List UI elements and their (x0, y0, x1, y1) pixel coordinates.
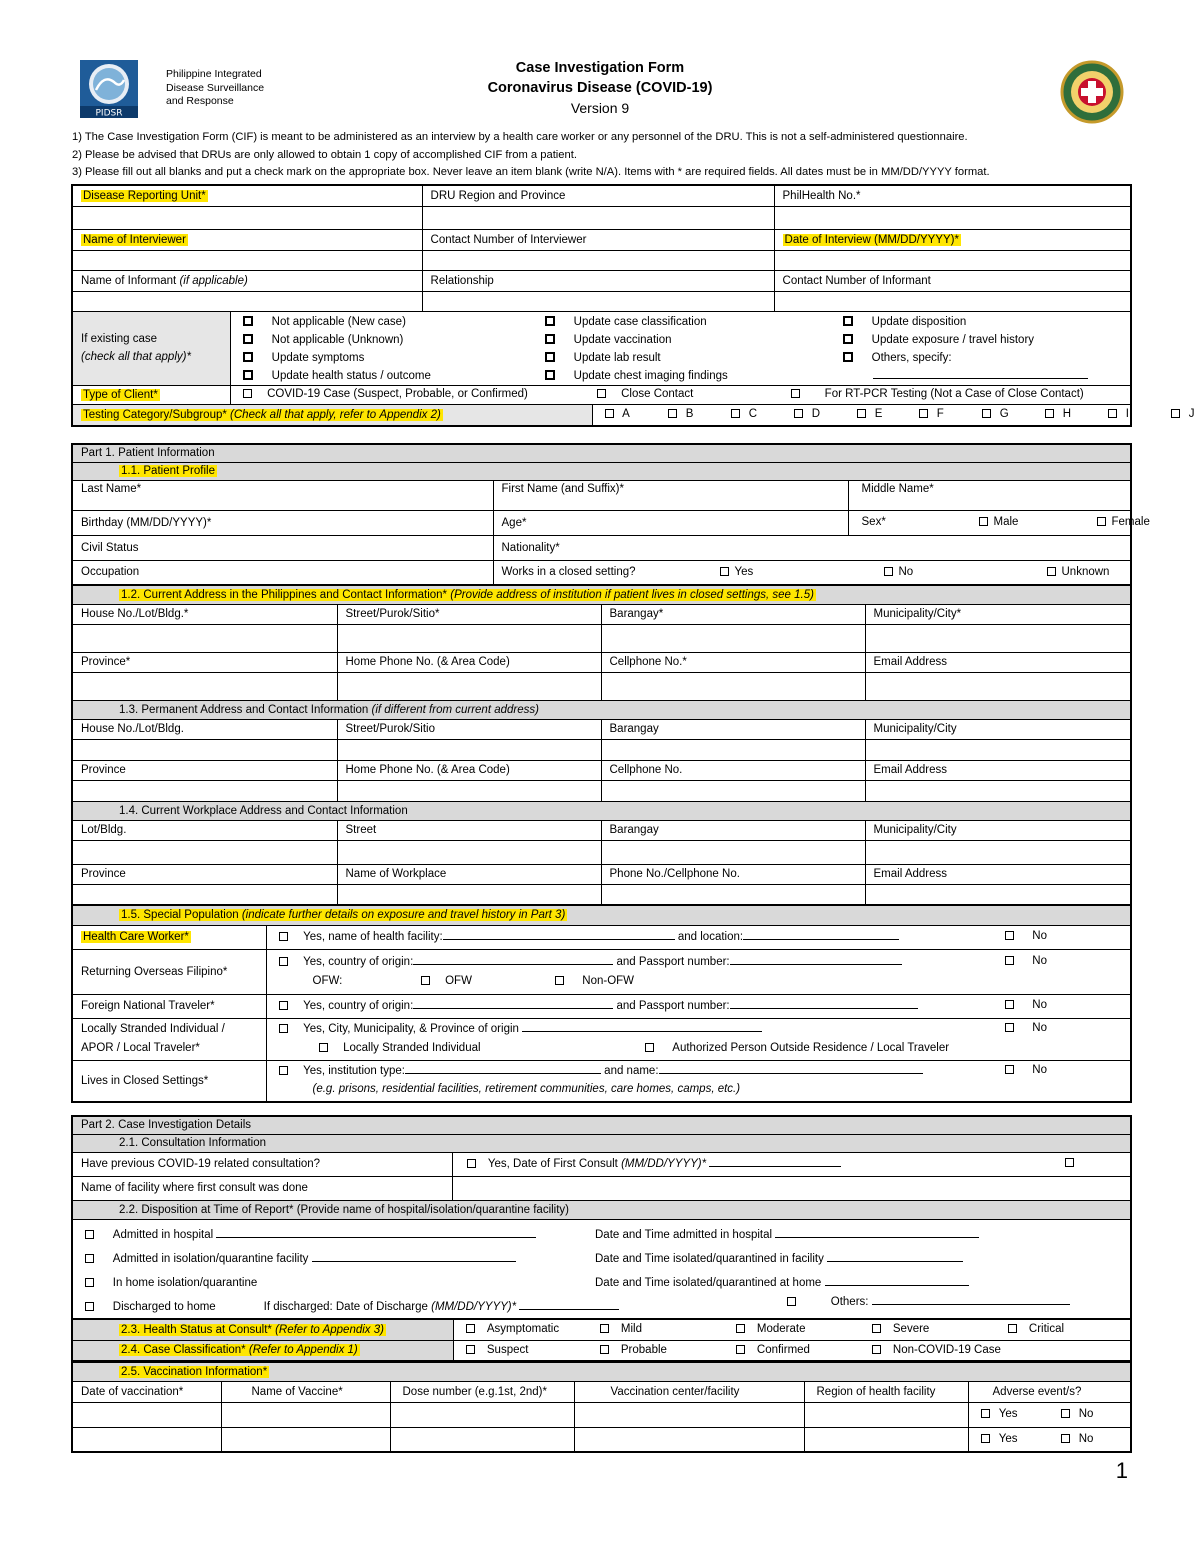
relationship-field[interactable] (422, 291, 774, 311)
vax1-center-field[interactable] (574, 1402, 804, 1427)
facility-field[interactable] (452, 1176, 1131, 1200)
checkbox-icon (279, 1066, 288, 1075)
checkbox-icon (85, 1254, 94, 1263)
page-number: 1 (1115, 1458, 1128, 1483)
cur-city-label: Municipality/City* (865, 604, 1131, 624)
testing-opt-b[interactable]: B (668, 408, 694, 420)
opt-not-applicable-unknown[interactable]: Not applicable (Unknown) (243, 331, 431, 349)
vax1-date-field[interactable] (72, 1402, 221, 1427)
perm-province-field[interactable] (72, 780, 337, 801)
form-subtitle: Coronavirus Disease (COVID-19) (487, 80, 713, 96)
checkbox-icon (981, 1409, 990, 1418)
opt-update-exposure[interactable]: Update exposure / travel history (843, 331, 1088, 349)
checkbox-icon (600, 1345, 609, 1354)
cur-cellphone-field[interactable] (601, 672, 865, 700)
class-probable[interactable]: Probable (600, 1344, 667, 1356)
vax2-name-field[interactable] (221, 1427, 390, 1452)
birthday-field[interactable]: Birthday (MM/DD/YYYY)* (72, 510, 493, 535)
part2-table (71, 1115, 1132, 1320)
opt-others[interactable]: Others, specify: (843, 349, 1088, 367)
checkbox-icon (794, 409, 803, 418)
checkbox-icon (85, 1278, 94, 1287)
home-date-field[interactable] (825, 1276, 969, 1286)
sex-female[interactable]: Female (1097, 516, 1150, 528)
testing-opt-i[interactable]: I (1108, 408, 1129, 420)
checkbox-icon (243, 352, 253, 362)
checkbox-icon (872, 1324, 881, 1333)
opt-update-disposition[interactable]: Update disposition (843, 313, 1088, 331)
status-severe[interactable]: Severe (872, 1323, 930, 1335)
sex-field: Sex* Male Female (848, 510, 1131, 535)
vax2-date-field[interactable] (72, 1427, 221, 1452)
part2-title: Part 2. Case Investigation Details (72, 1116, 1131, 1134)
lcs-label: Lives in Closed Settings* (81, 1074, 209, 1087)
informant-contact-label: Contact Number of Informant (774, 270, 1131, 291)
rof-yes[interactable]: Yes, country of origin: and Passport number: (279, 955, 902, 968)
checkbox-icon (421, 976, 430, 985)
form-header (80, 58, 1120, 120)
section-2-5: 2.5. Vaccination Information* (121, 1365, 268, 1378)
vax1-dose-field[interactable] (390, 1402, 574, 1427)
checkbox-icon (545, 316, 555, 326)
work-province-label: Province (72, 864, 337, 884)
checkbox-icon (1171, 409, 1180, 418)
checkbox-icon (466, 1345, 475, 1354)
testing-opt-d[interactable]: D (794, 408, 821, 420)
rof-no[interactable]: No (1005, 955, 1047, 967)
informant-label: Name of Informant (81, 274, 177, 287)
status-asymptomatic[interactable]: Asymptomatic (466, 1323, 560, 1335)
checkbox-icon (1005, 1023, 1014, 1032)
checkbox-icon (85, 1302, 94, 1311)
perm-cellphone-field[interactable] (601, 780, 865, 801)
work-email-field[interactable] (865, 884, 1131, 906)
fnt-passport-field[interactable] (730, 999, 918, 1009)
address-table: 1.2. Current Address in the Philippines and Contact Information* (Provide address of institution if patient lives in closed settings, see 1.5) House No./Lot/Bldg.* Street/Purok/Sitio* Barangay* Municipality/City* Province* Home Phone No. (& Area Code) Cellphone No.* Email Address 1.3. Permanent Address and Contact Information (if different from current address) House No./Lot/Bldg. Street/Purok/Sitio Barangay Municipality/City Province Home Phone No. (& Area Code) Cellphone No. Email Address 1.4. Current Workplace Address and Contact Information Lot/Bldg. Street Barangay Municipality/City Province Name of Workplace Phone No./Cellphone No. Email Address (71, 584, 1132, 907)
work-barangay-label: Barangay (601, 820, 865, 840)
perm-street-field[interactable] (337, 739, 601, 760)
checkbox-icon (1061, 1434, 1070, 1443)
opt-update-chest[interactable]: Update chest imaging findings (545, 367, 728, 385)
checkbox-icon (545, 370, 555, 380)
vax1-adverse-yes[interactable]: Yes (981, 1408, 1018, 1420)
checkbox-icon (1045, 409, 1054, 418)
testing-opt-e[interactable]: E (857, 408, 883, 420)
instructions: 1) The Case Investigation Form (CIF) is meant to be administered as an interview by a health care worker or any personnel of the DRU. This is not a self-administered questionnaire. 2) Please be advised that DRUs are only allowed to obtain 1 copy of accomplished CIF from a patient. 3) Please fill out all blanks and put a check mark on the appropriate box. Never leave an item blank (write N/A). Items with * are required fields. All dates must be in MM/DD/YYYY format. (72, 131, 990, 178)
civil-status-field[interactable]: Civil Status (72, 535, 493, 560)
section-1-4: 1.4. Current Workplace Address and Contact Information (72, 801, 1131, 820)
status-mild[interactable]: Mild (600, 1323, 642, 1335)
dru-region-field[interactable] (422, 206, 774, 229)
rof-passport-field[interactable] (730, 955, 902, 965)
dru-field[interactable] (72, 206, 422, 229)
checkbox-icon (884, 567, 893, 576)
checkbox-icon (1005, 1065, 1014, 1074)
class-suspect[interactable]: Suspect (466, 1344, 529, 1356)
checkbox-icon (243, 334, 253, 344)
work-barangay-field[interactable] (601, 840, 865, 864)
hcw-location-field[interactable] (743, 930, 899, 940)
client-close-contact[interactable]: Close Contact (597, 388, 694, 400)
form-version: Version 9 (570, 100, 630, 116)
checkbox-icon (1005, 1000, 1014, 1009)
closed-yes[interactable]: Yes (720, 566, 754, 578)
vax1-name-field[interactable] (221, 1402, 390, 1427)
checkbox-icon (843, 352, 853, 362)
hospital-date-label: Date and Time admitted in hospital (595, 1223, 979, 1247)
work-street-label: Street (337, 820, 601, 840)
opt-update-vaccination[interactable]: Update vaccination (545, 331, 728, 349)
isolation-facility-field[interactable] (312, 1252, 516, 1262)
others-field[interactable] (872, 1295, 1070, 1305)
isolation-date-label: Date and Time isolated/quarantined in facility (595, 1247, 979, 1271)
opt-not-applicable-new[interactable]: Not applicable (New case) (243, 313, 431, 331)
part1-table (71, 443, 1150, 586)
svg-text:PIDSR: PIDSR (95, 108, 123, 119)
lsi-label: Locally Stranded Individual / (81, 1023, 225, 1035)
section-2-2: 2.2. Disposition at Time of Report* (Provide name of hospital/isolation/quarantine facility) (72, 1200, 1131, 1219)
section-2-3: 2.3. Health Status at Consult* (121, 1323, 272, 1336)
checkbox-icon (243, 389, 252, 398)
checkbox-icon (1005, 956, 1014, 965)
lsi-yes[interactable]: Yes, City, Municipality, & Province of origin (279, 1022, 763, 1035)
checkbox-icon (736, 1345, 745, 1354)
middle-name-field[interactable]: Middle Name* (848, 480, 1131, 510)
work-city-field[interactable] (865, 840, 1131, 864)
opt-update-classification[interactable]: Update case classification (545, 313, 728, 331)
cur-email-field[interactable] (865, 672, 1131, 700)
opt-update-symptoms[interactable]: Update symptoms (243, 349, 431, 367)
cur-house-label: House No./Lot/Bldg.* (72, 604, 337, 624)
client-covid-case[interactable]: COVID-19 Case (Suspect, Probable, or Confirmed) (243, 388, 528, 400)
doh-seal-icon (1060, 60, 1124, 124)
lsi-origin-field[interactable] (522, 1022, 762, 1032)
work-city-label: Municipality/City (865, 820, 1131, 840)
perm-house-label: House No./Lot/Bldg. (72, 719, 337, 739)
isolation-date-field[interactable] (827, 1252, 963, 1262)
dru-label: Disease Reporting Unit* (83, 189, 206, 202)
lcs-name-field[interactable] (659, 1064, 923, 1074)
testing-opt-a[interactable]: A (605, 408, 630, 420)
work-name-field[interactable] (337, 884, 601, 906)
client-rtpcr[interactable]: For RT-PCR Testing (Not a Case of Close Contact) (791, 388, 1084, 400)
checkbox-icon (1108, 409, 1117, 418)
special-population-table: 1.5. Special Population (indicate further details on exposure and travel history in Part 3) Health Care Worker* Yes, name of health facility: and location: No Returning Overseas Filipino* Yes, country of origin: and Passport number: No OFW: OFW Non-OFW Foreign National Traveler* Yes, country of origin: and Passport number: No Locally Stranded Individual / APOR / Local Traveler* Yes, City, Municipality, & Province of origin No Locally Stranded Individual Authorized Person Outside Residence / Local Traveler Lives in Closed Settings* Yes, institution type: and name: No (e.g. prisons, residential facilities, retirement communities, care homes, camps, etc.) (71, 904, 1132, 1103)
checkbox-icon (605, 409, 614, 418)
prev-consult-no[interactable] (1065, 1157, 1093, 1169)
hcw-no[interactable]: No (1005, 930, 1047, 942)
cur-province-label: Province* (72, 652, 337, 672)
cur-barangay-field[interactable] (601, 624, 865, 652)
cur-email-label: Email Address (865, 652, 1131, 672)
checkbox-icon (279, 932, 288, 941)
checkbox-icon (720, 567, 729, 576)
existing-case-label: If existing case (81, 333, 158, 345)
checkbox-icon (787, 1297, 796, 1306)
class-confirmed[interactable]: Confirmed (736, 1344, 810, 1356)
vax2-region-field[interactable] (804, 1427, 968, 1452)
first-consult-date-field[interactable] (709, 1157, 841, 1167)
interviewer-contact-field[interactable] (422, 250, 774, 270)
perm-email-label: Email Address (865, 760, 1131, 780)
checkbox-icon (466, 1324, 475, 1333)
checkbox-icon (843, 316, 853, 326)
interview-date-label: Date of Interview (MM/DD/YYYY)* (784, 233, 959, 246)
disp-discharged[interactable]: Discharged to home If discharged: Date of Discharge (MM/DD/YYYY)* (85, 1295, 619, 1319)
lcs-note: (e.g. prisons, residential facilities, retirement communities, care homes, camps, etc.) (312, 1082, 741, 1095)
checkbox-icon (279, 1024, 288, 1033)
work-email-label: Email Address (865, 864, 1131, 884)
cur-cellphone-label: Cellphone No.* (601, 652, 865, 672)
hcw-facility-field[interactable] (443, 930, 675, 940)
nationality-field[interactable]: Nationality* (493, 535, 1131, 560)
fnt-country-field[interactable] (413, 999, 613, 1009)
work-province-field[interactable] (72, 884, 337, 906)
cur-homephone-label: Home Phone No. (& Area Code) (337, 652, 601, 672)
perm-house-field[interactable] (72, 739, 337, 760)
fnt-yes[interactable]: Yes, country of origin: and Passport number: (279, 999, 918, 1012)
vax2-dose-field[interactable] (390, 1427, 574, 1452)
perm-barangay-field[interactable] (601, 739, 865, 760)
work-phone-field[interactable] (601, 884, 865, 906)
age-field[interactable]: Age* (493, 510, 848, 535)
disposition-options (72, 1219, 1131, 1319)
hcw-yes[interactable]: Yes, name of health facility: and location: (279, 930, 900, 943)
lcs-type-field[interactable] (405, 1064, 601, 1074)
vax1-region-field[interactable] (804, 1402, 968, 1427)
disp-home[interactable]: In home isolation/quarantine (85, 1271, 619, 1295)
section-1-5: 1.5. Special Population (121, 909, 239, 922)
perm-barangay-label: Barangay (601, 719, 865, 739)
perm-homephone-label: Home Phone No. (& Area Code) (337, 760, 601, 780)
cur-province-field[interactable] (72, 672, 337, 700)
disp-others[interactable]: Others: (787, 1295, 1070, 1308)
existing-case-options (230, 311, 1131, 385)
hospital-date-field[interactable] (775, 1228, 979, 1238)
vax-col-adverse: Adverse event/s? (968, 1381, 1131, 1402)
checkbox-icon (979, 517, 988, 526)
pidsr-logo (80, 60, 138, 118)
checkbox-icon (279, 1001, 288, 1010)
vax1-adverse-no[interactable]: No (1061, 1408, 1094, 1420)
org-name: Philippine Integrated Disease Surveillance and Response (166, 68, 265, 107)
checkbox-icon (85, 1230, 94, 1239)
checkbox-icon (1061, 1409, 1070, 1418)
cur-city-field[interactable] (865, 624, 1131, 652)
closed-no[interactable]: No (884, 566, 914, 578)
testing-opt-j[interactable]: J (1171, 408, 1195, 420)
lsi-opt[interactable]: Locally Stranded Individual (319, 1042, 481, 1054)
checkbox-icon (597, 389, 606, 398)
facility-label: Name of facility where first consult was done (72, 1176, 452, 1200)
section-2-4: 2.4. Case Classification* (121, 1344, 246, 1357)
checkbox-icon (982, 409, 991, 418)
perm-cellphone-label: Cellphone No. (601, 760, 865, 780)
section-1-2: 1.2. Current Address in the Philippines and Contact Information* (121, 588, 448, 601)
checkbox-icon (555, 976, 564, 985)
reporting-table: Disease Reporting Unit* DRU Region and Province PhilHealth No.* Name of Interviewer Contact Number of Interviewer Date of Interview (MM/DD/YYYY)* Name of Informant (if applicable) Relationship Contact Number of Informant If existing case (check all that apply)* Not applicable (New case) Not applicable (Unknown) Update symptoms Update health status / outcome Update case classification Update vaccination Update lab result Update chest imaging findings Update disposition Update exposure / travel history Others, specify: Type of Client* COVID-19 Case (Suspect, Probable, or Confirmed) Close Contact For RT-PCR Testing (Not a Case of Close Contact) Testing Category/Subgroup* (Check all that apply, refer to Appendix 2) A B C D E F G H I J (71, 184, 1132, 427)
hcw-label: Health Care Worker* (83, 931, 189, 943)
apor-opt[interactable]: Authorized Person Outside Residence / Local Traveler (645, 1042, 950, 1054)
closed-setting-question: Works in a closed setting? Yes No Unknown (493, 560, 1131, 585)
philhealth-field[interactable] (774, 206, 1131, 229)
testing-opt-g[interactable]: G (982, 408, 1009, 420)
checkbox-icon (872, 1345, 881, 1354)
vax-col-dose: Dose number (e.g.1st, 2nd)* (390, 1381, 574, 1402)
lcs-yes[interactable]: Yes, institution type: and name: (279, 1064, 923, 1077)
perm-email-field[interactable] (865, 780, 1131, 801)
interviewer-label: Name of Interviewer (83, 233, 186, 246)
sex-male[interactable]: Male (979, 516, 1019, 528)
vax-col-region: Region of health facility (804, 1381, 968, 1402)
work-name-label: Name of Workplace (337, 864, 601, 884)
checkbox-icon (1005, 931, 1014, 940)
testing-opt-h[interactable]: H (1045, 408, 1072, 420)
checkbox-icon (919, 409, 928, 418)
form-title: Case Investigation Form (515, 60, 685, 76)
checkbox-icon (319, 1043, 328, 1052)
testing-options (592, 404, 1195, 426)
dru-region-label: DRU Region and Province (422, 185, 774, 206)
interview-date-field[interactable] (774, 250, 1131, 270)
cur-homephone-field[interactable] (337, 672, 601, 700)
rof-non-ofw[interactable]: Non-OFW (555, 975, 635, 987)
others-specify-field[interactable] (873, 369, 1088, 379)
checkbox-icon (467, 1159, 476, 1168)
work-lot-label: Lot/Bldg. (72, 820, 337, 840)
checkbox-icon (243, 316, 253, 326)
section-1-1: 1.1. Patient Profile (121, 465, 215, 477)
philhealth-label: PhilHealth No.* (774, 185, 1131, 206)
occupation-field[interactable]: Occupation (72, 560, 493, 585)
lcs-no[interactable]: No (1005, 1064, 1047, 1076)
health-status-table: 2.3. Health Status at Consult* (Refer to Appendix 3) Asymptomatic Mild Moderate Severe Critical 2.4. Case Classification* (Refer to Appendix 1) Suspect Probable Confirmed Non-COVID-19 Case (71, 1318, 1132, 1362)
checkbox-icon (243, 370, 253, 380)
vax-col-center: Vaccination center/facility (574, 1381, 804, 1402)
lsi-no[interactable]: No (1005, 1022, 1047, 1034)
informant-contact-field[interactable] (774, 291, 1131, 311)
informant-field[interactable] (72, 291, 422, 311)
status-critical[interactable]: Critical (1008, 1323, 1065, 1335)
section-1-3: 1.3. Permanent Address and Contact Information (119, 703, 369, 716)
checkbox-icon (1097, 517, 1106, 526)
fnt-label: Foreign National Traveler* (81, 1000, 215, 1012)
interviewer-contact-label: Contact Number of Interviewer (422, 229, 774, 250)
testing-category-label: Testing Category/Subgroup* (83, 408, 227, 421)
checkbox-icon (857, 409, 866, 418)
rof-ofw[interactable]: OFW (421, 975, 472, 987)
relationship-label: Relationship (422, 270, 774, 291)
disp-hospital[interactable]: Admitted in hospital (85, 1223, 619, 1247)
rof-country-field[interactable] (413, 955, 613, 965)
perm-homephone-field[interactable] (337, 780, 601, 801)
cur-street-label: Street/Purok/Sitio* (337, 604, 601, 624)
last-name-field[interactable]: Last Name* (72, 480, 493, 510)
home-date-label: Date and Time isolated/quarantined at home (595, 1271, 979, 1295)
vax-col-name: Name of Vaccine* (221, 1381, 390, 1402)
vax2-center-field[interactable] (574, 1427, 804, 1452)
part1-title: Part 1. Patient Information (72, 444, 1131, 462)
testing-opt-c[interactable]: C (731, 408, 758, 420)
prev-consult-label: Have previous COVID-19 related consultation? (72, 1152, 452, 1176)
vax2-adverse-no[interactable]: No (1061, 1433, 1094, 1445)
work-street-field[interactable] (337, 840, 601, 864)
checkbox-icon (843, 334, 853, 344)
checkbox-icon (791, 389, 800, 398)
checkbox-icon (981, 1434, 990, 1443)
fnt-no[interactable]: No (1005, 999, 1047, 1011)
checkbox-icon (600, 1324, 609, 1333)
checkbox-icon (736, 1324, 745, 1333)
checkbox-icon (545, 334, 555, 344)
disp-isolation[interactable]: Admitted in isolation/quarantine facility (85, 1247, 619, 1271)
checkbox-icon (1065, 1158, 1074, 1167)
first-name-field[interactable]: First Name (and Suffix)* (493, 480, 848, 510)
client-type-label: Type of Client* (83, 388, 158, 401)
cur-street-field[interactable] (337, 624, 601, 652)
checkbox-icon (279, 957, 288, 966)
work-phone-label: Phone No./Cellphone No. (601, 864, 865, 884)
checkbox-icon (645, 1043, 654, 1052)
checkbox-icon (1047, 567, 1056, 576)
opt-update-health-status[interactable]: Update health status / outcome (243, 367, 431, 385)
cur-barangay-label: Barangay* (601, 604, 865, 624)
checkbox-icon (545, 352, 555, 362)
perm-city-field[interactable] (865, 739, 1131, 760)
closed-unknown[interactable]: Unknown (1047, 566, 1110, 578)
opt-update-lab[interactable]: Update lab result (545, 349, 728, 367)
perm-street-label: Street/Purok/Sitio (337, 719, 601, 739)
discharge-date-field[interactable] (519, 1300, 619, 1310)
checkbox-icon (668, 409, 677, 418)
checkbox-icon (731, 409, 740, 418)
class-non-covid[interactable]: Non-COVID-19 Case (872, 1344, 1001, 1356)
work-lot-field[interactable] (72, 840, 337, 864)
hospital-name-field[interactable] (216, 1228, 536, 1238)
vax-col-date: Date of vaccination* (72, 1381, 221, 1402)
section-2-1: 2.1. Consultation Information (72, 1134, 1131, 1152)
vax2-adverse-yes[interactable]: Yes (981, 1433, 1018, 1445)
interviewer-field[interactable] (72, 250, 422, 270)
rof-label: Returning Overseas Filipino* (81, 965, 228, 978)
cur-house-field[interactable] (72, 624, 337, 652)
perm-city-label: Municipality/City (865, 719, 1131, 739)
testing-opt-f[interactable]: F (919, 408, 944, 420)
prev-consult-yes[interactable]: Yes, Date of First Consult (MM/DD/YYYY)* (467, 1157, 842, 1170)
perm-province-label: Province (72, 760, 337, 780)
vaccination-table (71, 1361, 1132, 1453)
status-moderate[interactable]: Moderate (736, 1323, 806, 1335)
checkbox-icon (1008, 1324, 1017, 1333)
